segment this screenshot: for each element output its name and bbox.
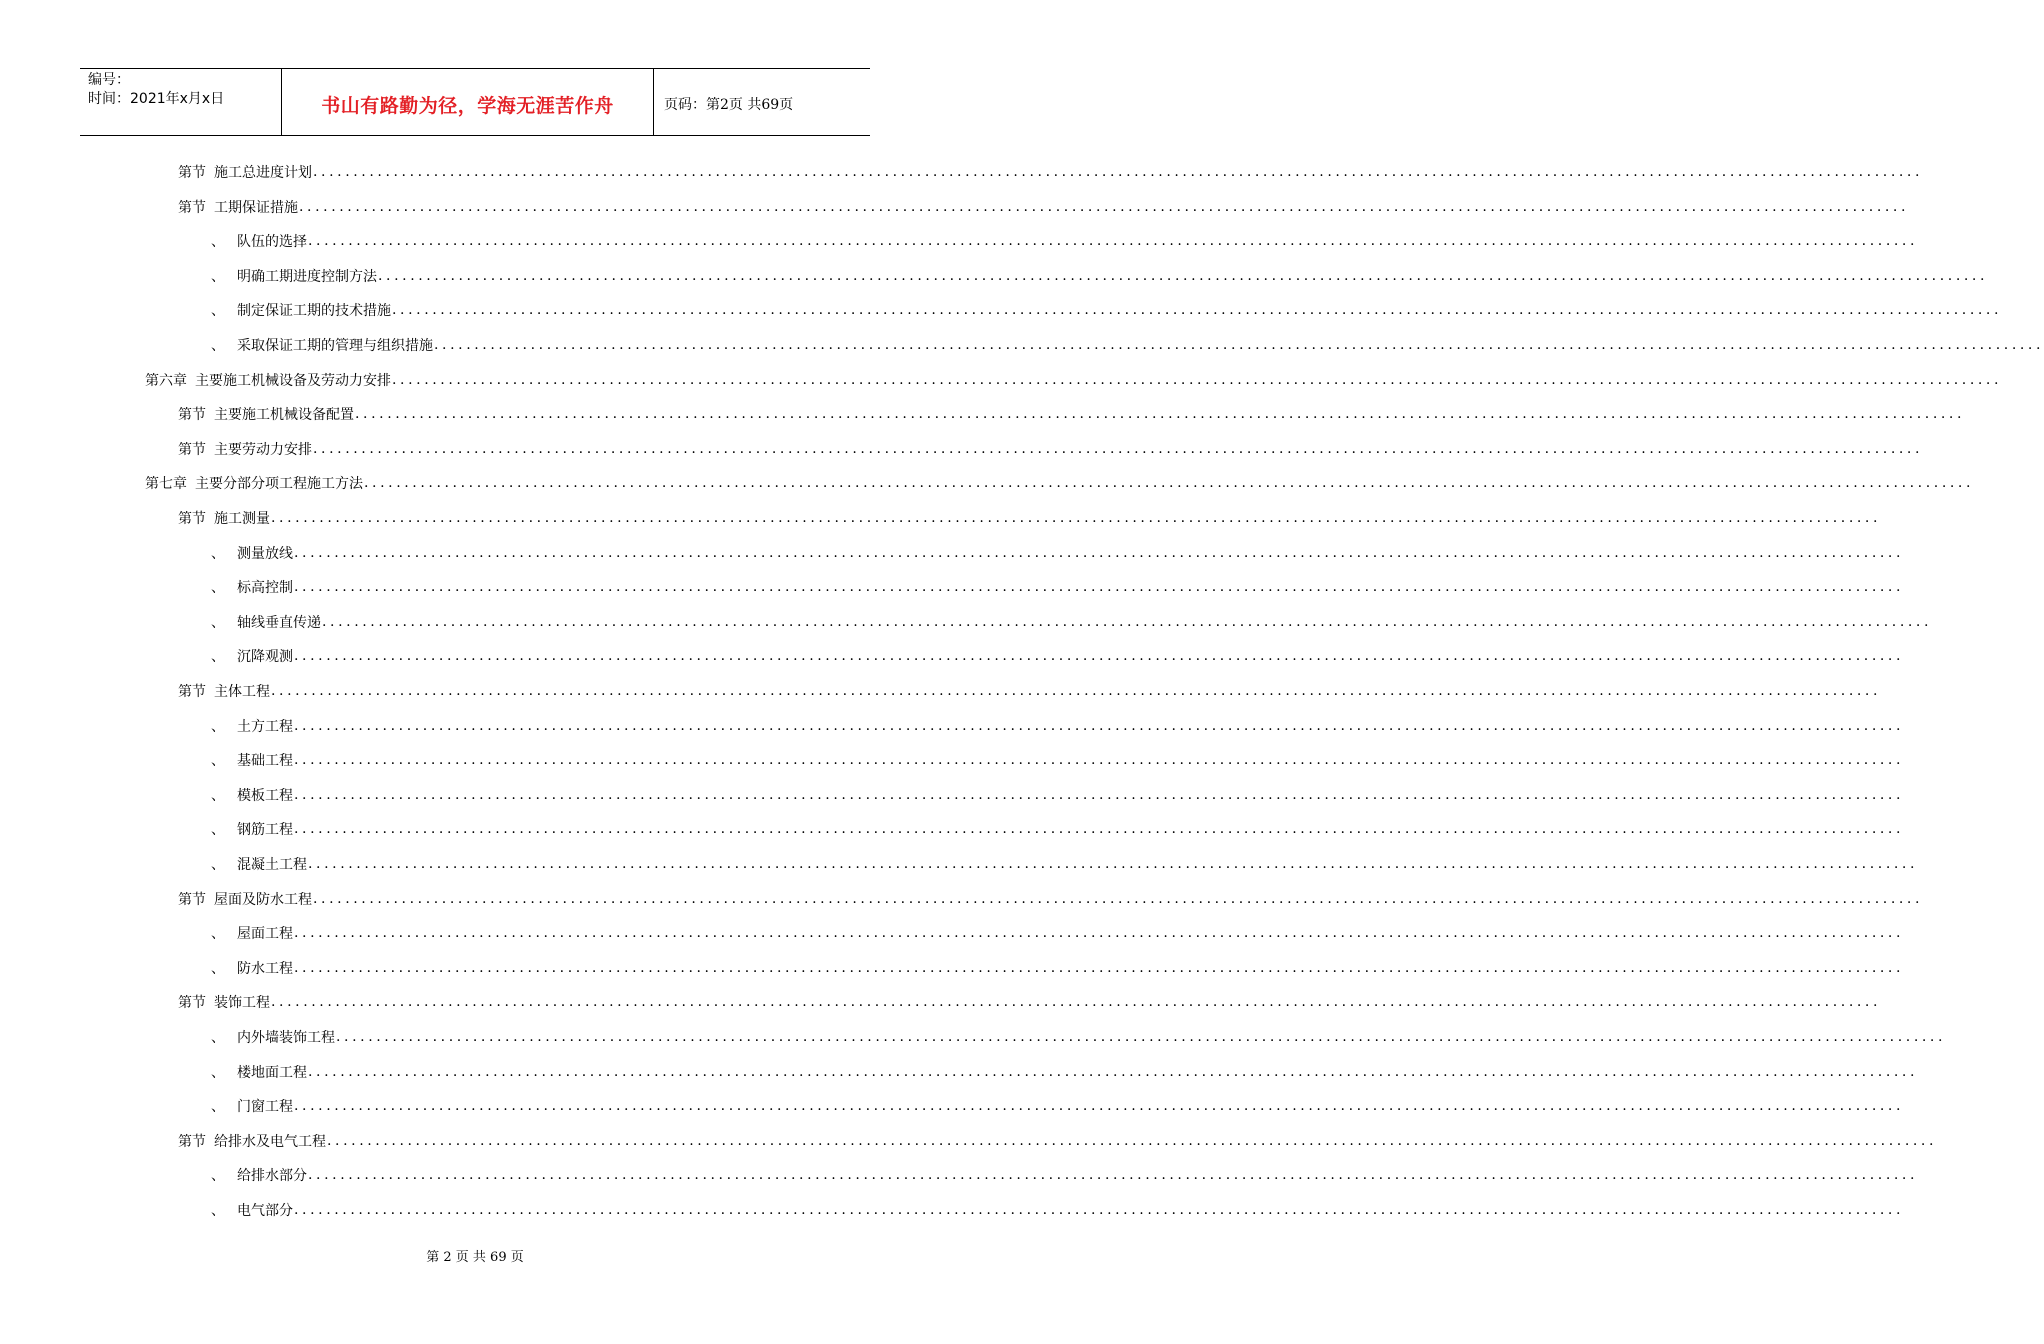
toc-entry[interactable] [211,570,1905,604]
toc-entry-number: 、 [211,718,225,735]
toc-leader-dots: ........................................................................................................................................................................................................ [336,1029,1947,1045]
toc-entry[interactable] [178,1124,1938,1158]
toc-entry[interactable] [211,293,2003,327]
toc-entry-number: 第节 [178,165,206,181]
toc-entry[interactable] [178,882,1924,916]
toc-entry-title: 主要劳动力安排 [214,441,312,458]
toc-leader-dots: ........................................................................................................................................................................................................ [294,1098,1905,1115]
toc-entry-title: 楼地面工程 [237,1064,307,1081]
toc-entry[interactable] [145,466,1975,500]
document-date: 时间：2021年x月x日 [88,91,225,107]
toc-entry-number: 、 [211,753,225,770]
toc-entry-number: 、 [211,545,225,562]
toc-entry-number: 、 [211,1099,225,1116]
toc-entry-title: 采取保证工期的管理与组织措施 [237,338,433,354]
toc-entry[interactable] [211,778,1905,812]
toc-entry[interactable] [211,916,1905,950]
toc-leader-dots: ........................................................................................................................................................................................................ [294,925,1905,942]
toc-entry-number: 、 [211,303,225,320]
toc-entry-number: 第节 [178,407,206,424]
toc-leader-dots: ........................................................................................................................................................................................................ [355,406,1966,423]
toc-leader-dots: ........................................................................................................................................................................................................ [308,233,1919,250]
toc-entry-number: 第节 [178,199,206,216]
toc-leader-dots: ........................................................................................................................................................................................................ [294,648,1905,665]
toc-entry[interactable] [211,639,1905,673]
toc-leader-dots: ........................................................................................................................................................................................................ [308,1167,1919,1184]
toc-entry-title: 混凝土工程 [237,857,307,873]
toc-entry-number: 、 [211,1030,225,1046]
toc-leader-dots: ........................................................................................................................................................................................................ [308,856,1919,872]
toc-entry-title: 土方工程 [237,718,293,735]
toc-leader-dots: ........................................................................................................................................................................................................ [294,544,1905,561]
toc-leader-dots: ........................................................................................................................................................................................................ [392,302,2003,319]
toc-leader-dots: ........................................................................................................................................................................................................ [322,613,1933,630]
toc-entry[interactable] [178,155,1924,189]
header-motto-cell [282,69,654,135]
toc-entry-number: 第节 [178,995,206,1012]
toc-leader-dots: ........................................................................................................................................................................................................ [271,994,1882,1011]
toc-entry-title: 施工总进度计划 [214,165,312,181]
toc-entry-number: 、 [211,857,225,873]
toc-leader-dots: ........................................................................................................................................................................................................ [434,337,2044,353]
toc-entry-title: 模板工程 [237,787,293,804]
document-number-label: 编号： [88,72,130,88]
toc-entry-number: 第七章 [145,476,187,493]
toc-entry-number: 第节 [178,684,206,700]
toc-leader-dots: ........................................................................................................................................................................................................ [294,959,1905,976]
toc-entry[interactable] [211,605,1933,639]
toc-leader-dots: ........................................................................................................................................................................................................ [294,717,1905,734]
toc-entry-number: 第节 [178,1133,206,1150]
toc-entry[interactable] [211,224,1919,258]
toc-entry-title: 明确工期进度控制方法 [237,268,377,285]
toc-entry-number: 、 [211,268,225,285]
page-header [80,68,870,136]
toc-entry[interactable] [211,812,1905,846]
toc-leader-dots: ........................................................................................................................................................................................................ [299,198,1910,215]
toc-leader-dots: ........................................................................................................................................................................................................ [313,890,1924,907]
toc-entry-number: 第节 [178,441,206,458]
toc-entry-title: 主要施工机械设备配置 [214,407,354,424]
toc-entry-title: 钢筋工程 [237,822,293,839]
toc-entry-title: 标高控制 [237,580,293,597]
toc-entry[interactable] [211,847,1919,881]
toc-entry[interactable] [211,259,1989,293]
toc-entry-title: 给排水部分 [237,1168,307,1185]
toc-entry[interactable] [178,397,1966,431]
toc-entry-title: 工期保证措施 [214,199,298,216]
toc-entry-title: 给排水及电气工程 [214,1133,326,1150]
toc-entry[interactable] [178,501,1882,535]
toc-entry[interactable] [211,951,1905,985]
toc-entry-title: 屋面工程 [237,926,293,943]
toc-leader-dots: ........................................................................................................................................................................................................ [378,267,1989,284]
toc-entry-number: 、 [211,1064,225,1081]
toc-entry-title: 制定保证工期的技术措施 [237,303,391,320]
toc-entry-number: 第六章 [145,372,187,389]
toc-entry-number: 、 [211,1168,225,1185]
toc-entry[interactable] [178,985,1882,1019]
toc-entry[interactable] [211,1055,1919,1089]
toc-entry-number: 、 [211,1203,225,1219]
toc-entry[interactable] [178,190,1910,224]
toc-entry-title: 内外墙装饰工程 [237,1030,335,1046]
toc-entry[interactable] [211,1193,1905,1227]
toc-entry-title: 防水工程 [237,960,293,977]
toc-entry-number: 、 [211,822,225,839]
header-motto: 书山有路勤为径，学海无涯苦作舟 [321,94,614,117]
toc-leader-dots: ........................................................................................................................................................................................................ [271,510,1882,526]
toc-leader-dots: ........................................................................................................................................................................................................ [327,1132,1938,1149]
toc-entry-number: 、 [211,926,225,943]
toc-entry-title: 装饰工程 [214,995,270,1012]
toc-entry-title: 主要分部分项工程施工方法 [195,476,363,493]
toc-entry[interactable] [178,432,1924,466]
toc-entry-title: 基础工程 [237,753,293,770]
toc-leader-dots: ........................................................................................................................................................................................................ [294,786,1905,803]
toc-entry-title: 屋面及防水工程 [214,891,312,908]
toc-leader-dots: ........................................................................................................................................................................................................ [294,1202,1905,1218]
toc-entry-number: 、 [211,580,225,597]
toc-entry[interactable] [211,1158,1919,1192]
toc-entry[interactable] [145,363,2003,397]
toc-entry[interactable] [178,674,1882,708]
toc-leader-dots: ........................................................................................................................................................................................................ [294,579,1905,596]
toc-leader-dots: ........................................................................................................................................................................................................ [313,440,1924,457]
toc-leader-dots: ........................................................................................................................................................................................................ [308,1063,1919,1080]
toc-entry-title: 主要施工机械设备及劳动力安排 [195,372,391,389]
toc-entry-title: 测量放线 [237,545,293,562]
toc-entry-title: 门窗工程 [237,1099,293,1116]
toc-entry[interactable] [211,743,1905,777]
toc-entry-number: 、 [211,649,225,666]
toc-entry[interactable] [211,328,2044,362]
toc-entry-title: 电气部分 [237,1203,293,1219]
toc-leader-dots: ........................................................................................................................................................................................................ [271,683,1882,699]
toc-entry-number: 、 [211,614,225,631]
toc-entry-number: 第节 [178,511,206,527]
header-page-info: 页码：第2页 共69页 [664,97,794,113]
toc-entry-title: 沉降观测 [237,649,293,666]
toc-leader-dots: ........................................................................................................................................................................................................ [294,821,1905,838]
page-footer: 第 2 页 共 69 页 [426,1250,524,1265]
toc-entry[interactable] [211,536,1905,570]
toc-leader-dots: ........................................................................................................................................................................................................ [364,475,1975,492]
toc-entry[interactable] [211,1089,1905,1123]
toc-entry-number: 、 [211,787,225,804]
toc-entry[interactable] [211,709,1905,743]
toc-entry-title: 主体工程 [214,684,270,700]
toc-entry-number: 、 [211,234,225,251]
header-meta [80,69,282,135]
toc-leader-dots: ........................................................................................................................................................................................................ [313,164,1924,180]
toc-entry-title: 队伍的选择 [237,234,307,251]
toc-entry-number: 、 [211,960,225,977]
toc-entry[interactable] [211,1020,1947,1054]
toc-entry-title: 施工测量 [214,511,270,527]
toc-leader-dots: ........................................................................................................................................................................................................ [294,752,1905,769]
toc-entry-number: 第节 [178,891,206,908]
toc-entry-title: 轴线垂直传递 [237,614,321,631]
toc-leader-dots: ........................................................................................................................................................................................................ [392,371,2003,388]
toc-entry-number: 、 [211,338,225,354]
